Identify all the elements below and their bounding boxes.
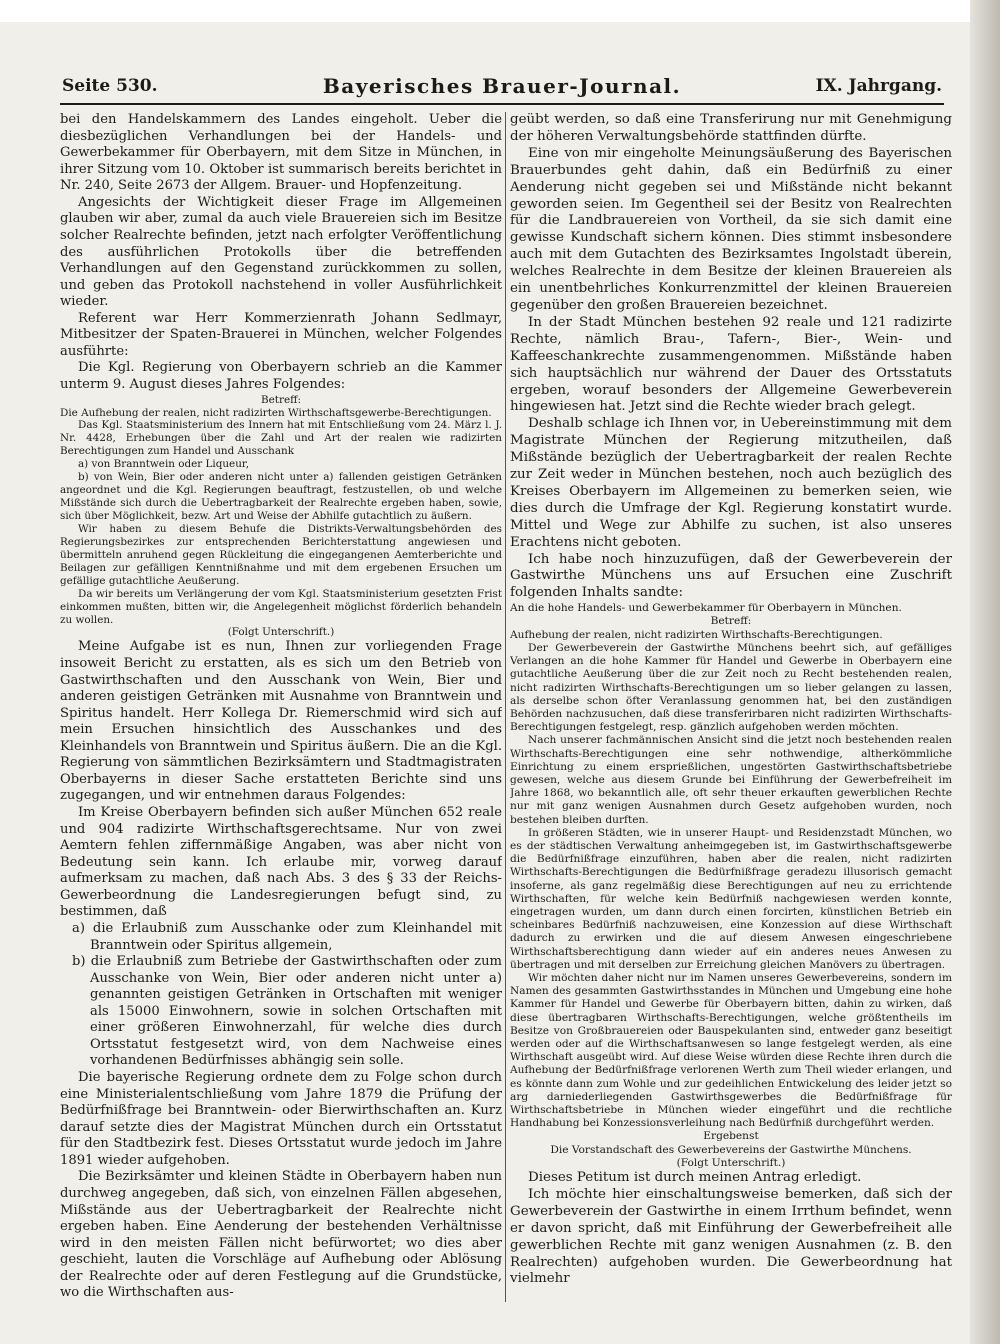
paragraph: bei den Handelskammern des Landes eingeholt. Ueber die diesbezüglichen Verhandlungen bei der Handels- und Gewerbekammer für Oberbayern, mit dem Sitze in München, in ihrer Sitzung vom 10. Oktober ist summarisch bereits berichtet in Nr. 240, Seite 2673 der Allgem. Brauer- und Hopfenzeitung. (60, 112, 502, 194)
paragraph: Betreff: (261, 393, 301, 406)
page-number: Seite 530. (62, 76, 158, 96)
paragraph: In größeren Städten, wie in unserer Haupt- und Residenzstadt München, wo es der städtischen Verwaltung anheimgegeben ist, im Gastwirthschaftsgewerbe die Bedürfnißfrage einzuführen, haben aber die realen, nicht radizirten Wirthschafts-Berechtigungen die Bedürfnißfrage geradezu illusorisch gemacht insoferne, als ganz regelmäßig diese Berechtigungen auf neu zu errichtende Wirthschaften, für welche kein Bedürfniß nachgewiesen werden konnte, eingetragen wurden, um dann durch einen forcirten, künstlichen Betrieb ein scheinbares Bedürfniß nachzuweisen, eine Konzession auf diese Wirthschaft dadurch zu erwirken und die auf diesem Anwesen eingeschriebene Wirthschaftsberechtigung dann wieder auf ein anderes neues Anwesen zu übertragen und mit derselben zur Erreichung gleichen Manövers zu übertragen. (510, 826, 952, 971)
paragraph: (Folgt Unterschrift.) (227, 626, 335, 639)
paragraph: Eine von mir eingeholte Meinungsäußerung des Bayerischen Brauerbundes geht dahin, daß ein Bedürfniß zu einer Aenderung nicht gegeben sei und Mißstände nicht bekannt geworden seien. Im Gegentheil sei der Besitz von Realrechten für die Landbrauereien von Vortheil, da sie sich damit eine gewisse Kundschaft sichern können. Dies stimmt insbesondere auch mit dem Gutachten des Bezirksamtes Ingolstadt überein, welches Realrechte in dem Besitze der kleinen Brauereien als ein unentbehrliches Konkurrenzmittel der kleinen Brauereien gegenüber den großen Brauereien bezeichnet. (510, 145, 952, 313)
paragraph: Ich möchte hier einschaltungsweise bemerken, daß sich der Gewerbeverein der Gastwirthe in einem Irrthum befindet, wenn er davon spricht, daß mit Einführung der Gewerbefreiheit alle gewerblichen Rechte mit ganz wenigen Ausnahmen (z. B. den Realrechten) aufgehoben wurden. Die Gewerbeordnung hat vielmehr (510, 1186, 952, 1287)
paragraph: Wir haben zu diesem Behufe die Distrikts-Verwaltungsbehörden des Regierungsbezirkes zur entsprechenden Berichterstattung angewiesen und übermitteln anruhend gegen Rückleitung die eingegangenen Aemterberichte und Beilagen zur gefälligen Kenntnißnahme und mit dem ergebenen Ersuchen um gefällige gutachtliche Aeußerung. (60, 522, 502, 587)
scan-top-margin (0, 0, 1000, 22)
paragraph: Meine Aufgabe ist es nun, Ihnen zur vorliegenden Frage insoweit Bericht zu erstatten, als es sich um den Betrieb von Gastwirthschaften und den Ausschank von Wein, Bier und anderen geistigen Getränken mit Ausnahme von Branntwein und Spiritus handelt. Herr Kollega Dr. Riemerschmid wird sich auf mein Ersuchen hinsichtlich des Ausschankes und des Kleinhandels von Branntwein und Spiritus äußern. Die an die Kgl. Regierung von sämmtlichen Bezirksämtern und Stadtmagistraten Oberbayerns in dieser Sache erstatteten Berichte sind uns zugegangen, und wir entnehmen daraus Folgendes: (60, 639, 502, 804)
paragraph: geübt werden, so daß eine Transferirung nur mit Genehmigung der höheren Verwaltungsbehörde stattfinden dürfte. (510, 112, 952, 144)
paragraph: Nach unserer fachmännischen Ansicht sind die jetzt noch bestehenden realen Wirthschafts-Berechtigungen eine sehr nothwendige, altherkömmliche Einrichtung zu einem ersprießlichen, ungestörten Gastwirthschaftsbetriebe gewesen, welche aus diesem Grunde bei Einführung der Gewerbefreiheit im Jahre 1868, wo bekanntlich alle, oft sehr theuer erkauften gewerblichen Rechte nur mit ganz wenigen Ausnahmen durch Gesetz aufgehoben wurden, noch bestehen bleiben durften. (510, 734, 952, 826)
paragraph: Dieses Petitum ist durch meinen Antrag erledigt. (528, 1170, 862, 1186)
paragraph: Der Gewerbeverein der Gastwirthe Münchens beehrt sich, auf gefälliges Verlangen an die hohe Kammer für Handel und Gewerbe in Oberbayern eine gutachtliche Aeußerung über die zur Zeit noch zu Recht bestehenden realen, nicht radizirten Wirthschafts-Berechtigungen um so lieber gelangen zu lassen, als derselbe schon öfter Veranlassung genommen hat, bei den zuständigen Behörden nachzusuchen, daß diese transferirbaren nicht radizirten Wirthschafts-Berechtigungen festgelegt, resp. gänzlich aufgehoben werden möchten. (510, 641, 952, 734)
paragraph: b) von Wein, Bier oder anderen nicht unter a) fallenden geistigen Getränken angeordnet und die Kgl. Regierungen beauftragt, festzustellen, ob und welche Mißstände sich durch die Uebertragbarkeit der Realrechte ergeben haben, sowie, sich über Möglichkeit, bezw. Art und Weise der Abhilfe gutachtlich zu äußern. (60, 471, 502, 522)
paragraph: Ergebenst (703, 1130, 759, 1143)
paragraph: Die Aufhebung der realen, nicht radizirten Wirthschaftsgewerbe-Berechtigungen. (60, 406, 492, 419)
paragraph: Die Kgl. Regierung von Oberbayern schrieb an die Kammer unterm 9. August dieses Jahres Folgendes: (60, 360, 502, 392)
paragraph: Im Kreise Oberbayern befinden sich außer München 652 reale und 904 radizirte Wirthschaftsgerechtsame. Nur von zwei Aemtern fehlen ziffernmäßige Angaben, was aber nicht von Bedeutung sein kann. Ich erlaube mir, vorweg darauf aufmerksam zu machen, daß nach Abs. 3 des § 33 der Reichs-Gewerbeordnung die Landesregierungen befugt sind, zu bestimmen, daß (60, 805, 502, 920)
paragraph: Deshalb schlage ich Ihnen vor, in Uebereinstimmung mit dem Magistrate München der Regierung mitzutheilen, daß Mißstände bezüglich der Uebertragbarkeit der realen Rechte zur Zeit weder in München bestehen, noch auch bezüglich des Kreises Oberbayern im Allgemeinen zu bemerken seien, wie dies durch die Umfrage der Kgl. Regierung konstatirt wurde. Mittel und Wege zur Abhilfe zu suchen, ist also unseres Erachtens nicht geboten. (510, 416, 952, 550)
paragraph: b) die Erlaubniß zum Betriebe der Gastwirthschaften oder zum Ausschanke von Wein, Bier oder anderen nicht unter a) genannten geistigen Getränken in Ortschaften mit weniger als 15000 Einwohnern, sowie in solchen Ortschaften mit einer größeren Einwohnerzahl, für welche dies durch Ortsstatut festgesetzt wird, von dem Nachweise eines vorhandenen Bedürfnisses abhängig sein solle. (72, 954, 502, 1069)
scan-right-edge (970, 0, 1000, 1344)
paragraph: Angesichts der Wichtigkeit dieser Frage im Allgemeinen glauben wir aber, zumal da auch viele Brauereien sich im Besitze solcher Realrechte befinden, jetzt nach erfolgter Veröffentlichung des ausführlichen Protokolls über die betreffenden Verhandlungen auf den Gegenstand zurückkommen zu sollen, und geben das Protokoll nachstehend in voller Ausführlichkeit wieder. (60, 194, 502, 310)
paragraph: Ich habe noch hinzuzufügen, daß der Gewerbeverein der Gastwirthe Münchens uns auf Ersuchen eine Zuschrift folgenden Inhalts sandte: (510, 551, 952, 601)
paragraph: An die hohe Handels- und Gewerbekammer für Oberbayern in München. (510, 602, 902, 615)
paragraph: Wir möchten daher nicht nur im Namen unseres Gewerbevereins, sondern im Namen des gesammten Gastwirthsstandes in München und Umgebung eine hohe Kammer für Handel und Gewerbe für Oberbayern bitten, dahin zu wirken, daß diese übertragbaren Wirthschafts-Berechtigungen, welche größtentheils im Besitze von Großbrauereien oder Bauspekulanten sind, entweder ganz beseitigt werden oder auf die Wirthschaftsanwesen so lange festgelegt werden, als eine Wirthschaft ausgeübt wird. Auf diese Weise würden diese Rechte ihren durch die Aufhebung der Bedürfnißfrage verlorenen Werth zum Theil wieder erlangen, und es könnte dann zum Wohle und zur gedeihlichen Entwickelung des leider jetzt so arg darniederliegenden Gastwirthsgewerbes die Bedürfnißfrage für Wirthschaftsbetriebe in München wieder eingeführt und die rechtliche Handhabung bei Konzessionsverleihung nach Bedürfniß durchgeführt werden. (510, 971, 952, 1130)
header-rule (60, 103, 944, 105)
volume-label: IX. Jahrgang. (815, 76, 942, 96)
paragraph: In der Stadt München bestehen 92 reale und 121 radizirte Rechte, nämlich Brau-, Tafern-, Bier-, Wein- und Kaffeeschankrechte zusammengenommen. Mißstände haben sich hauptsächlich nur während der Dauer des Ortsstatuts ergeben, worauf besonders der Allgemeine Gewerbeverein hingewiesen hat. Jetzt sind die Rechte wieder brach gelegt. (510, 314, 952, 415)
paragraph: a) von Branntwein oder Liqueur, (78, 458, 249, 471)
paragraph: Betreff: (710, 615, 752, 628)
paragraph: Referent war Herr Kommerzienrath Johann Sedlmayr, Mitbesitzer der Spaten-Brauerei in München, welcher Folgendes ausführte: (60, 310, 502, 359)
right-column (510, 112, 952, 1304)
page-header (62, 76, 942, 102)
paragraph: (Folgt Unterschrift.) (676, 1156, 786, 1169)
paragraph: Die Bezirksämter und kleinen Städte in Oberbayern haben nun durchweg angegeben, daß sich, von einzelnen Fällen abgesehen, Mißstände aus der Uebertragbarkeit der Realrechte nicht ergeben haben. Eine Aenderung der bestehenden Verhältnisse wird in den meisten Fällen nicht befürwortet; wo dies aber geschieht, lauten die Vorschläge auf Aufhebung oder Ablösung der Realrechte oder auf deren Festlegung auf die Grundstücke, wo die Wirthschaften aus- (60, 1169, 502, 1301)
paragraph: Da wir bereits um Verlängerung der vom Kgl. Staatsministerium gesetzten Frist einkommen mußten, bitten wir, die Angelegenheit möglichst förderlich behandeln zu wollen. (60, 587, 502, 626)
left-column (60, 112, 502, 1304)
paragraph: Das Kgl. Staatsministerium des Innern hat mit Entschließung vom 24. März l. J. Nr. 4428, Erhebungen über die Zahl und Art der realen wie radizirten Berechtigungen zum Handel und Ausschank (60, 419, 502, 458)
column-divider (505, 112, 506, 1302)
journal-title: Bayerisches Brauer-Journal. (322, 74, 682, 98)
paragraph: a) die Erlaubniß zum Ausschanke oder zum Kleinhandel mit Branntwein oder Spiritus allgemein, (72, 920, 502, 953)
paragraph: Die Vorstandschaft des Gewerbevereins der Gastwirthe Münchens. (550, 1143, 912, 1156)
paragraph: Aufhebung der realen, nicht radizirten Wirthschafts-Berechtigungen. (510, 628, 883, 641)
paragraph: Die bayerische Regierung ordnete dem zu Folge schon durch eine Ministerialentschließung vom Jahre 1879 die Prüfung der Bedürfnißfrage bei Branntwein- oder Bierwirthschaften an. Kurz darauf setzte dies der Magistrat München durch ein Ortsstatut für den Stadtbezirk fest. Dieses Ortsstatut wurde jedoch im Jahre 1891 wieder aufgehoben. (60, 1070, 502, 1168)
